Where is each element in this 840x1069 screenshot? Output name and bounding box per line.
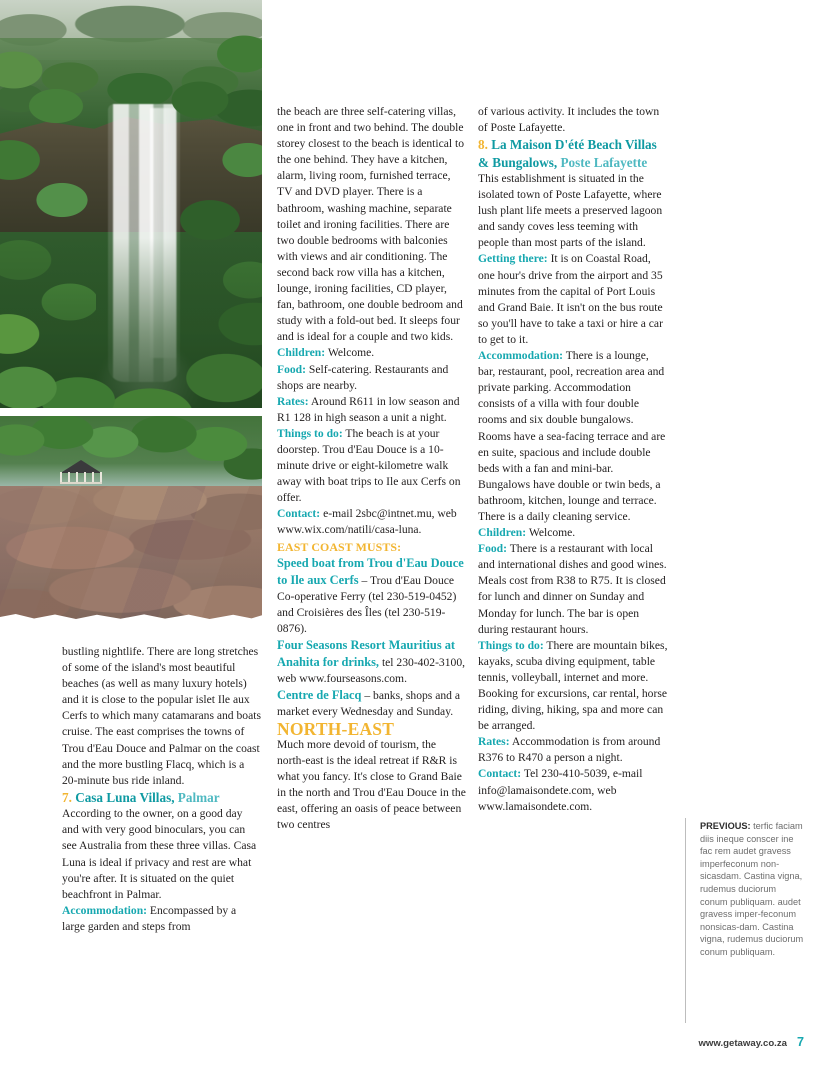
photo-stack — [0, 0, 262, 623]
right-column — [478, 104, 668, 815]
previous-caption-label: PREVIOUS: — [700, 821, 751, 831]
east-coast-musts-kicker: EAST COAST MUSTS: — [277, 539, 402, 554]
detail-item — [478, 541, 668, 638]
must-title: Four Seasons Resort Mauritius at Anahita for drinks, — [277, 638, 456, 670]
detail-label: Accommodation: — [478, 349, 564, 363]
must-item — [277, 555, 467, 637]
detail-text: There is a lounge, bar, restaurant, pool, recreation area and private parking. Accommodation consists of a villa with four double rooms and six double bungalows. Rooms have a sea-facing terrace and are en suite, spacious and include double beds with a fan and mini-bar. Bungalows have double or twin beds, a bathroom, kitchen, lounge and terrace. There is a daily cleaning service. — [478, 349, 666, 523]
left-continued-paragraph: bustling nightlife. There are long stretches of some of the island's most beautiful beaches (as well as many luxury hotels) and it is close to the popular islet Ile aux Cerfs to which many catamarans and boats cruise. The east comprises the towns of Trou d'Eau Douce and Palmar on the coast and the more bustling Flacq, which is a 20-minute bus ride inland. — [62, 645, 261, 787]
detail-label: Getting there: — [478, 252, 548, 266]
detail-item — [478, 766, 668, 814]
detail-label: Things to do: — [478, 638, 544, 652]
detail-text: e-mail 2sbc@intnet.mu, web www.wix.com/natili/casa-luna. — [277, 507, 457, 537]
coloured-earths-photo — [0, 416, 262, 623]
detail-item — [277, 506, 467, 538]
must-item — [277, 637, 467, 687]
detail-text: There are mountain bikes, kayaks, scuba diving equipment, table tennis, volleyball, internet and more. Booking for excursions, car rental, horse riding, diving, hiking, spa and more can be arranged. — [478, 638, 668, 733]
entry-8-heading — [478, 136, 668, 171]
detail-item — [478, 251, 668, 348]
entry-8-place: Poste Lafayette — [560, 154, 648, 170]
right-continued-paragraph: of various activity. It includes the town of Poste Lafayette. — [478, 105, 660, 135]
entry-7-accommodation — [62, 903, 262, 935]
detail-text: Tel 230-410-5039, e-mail info@lamaisondete.com, web www.lamaisondete.com. — [478, 767, 643, 813]
detail-label: Rates: — [478, 735, 510, 749]
page-number: 7 — [796, 1035, 804, 1049]
detail-text: Around R611 in low season and R1 128 in high season a unit a night. — [277, 394, 460, 424]
detail-item — [277, 362, 467, 394]
gazebo — [54, 460, 108, 486]
must-text: – banks, shops and a market every Wednesday and Sunday. — [277, 689, 460, 719]
detail-label: Contact: — [277, 507, 321, 521]
detail-item — [478, 734, 668, 766]
previous-caption — [700, 820, 804, 959]
entry-7-body: According to the owner, on a good day and with very good binoculars, you can see Australia from these three villas. Casa Luna is ideal if privacy and rest are what you're after. It is situated on the quiet beachfront in Palmar. — [62, 807, 257, 901]
footer-website[interactable]: www.getaway.co.za — [698, 1038, 787, 1049]
entry-8-title: La Maison D'été Beach Villas & Bungalows, — [478, 137, 657, 170]
waterfall-photo — [0, 0, 262, 408]
detail-item — [277, 345, 467, 361]
detail-label: Children: — [277, 346, 326, 360]
detail-text: It is on Coastal Road, one hour's drive from the airport and 35 minutes from the capital of Port Louis and Grand Baie. It isn't on the bus route so you'll have to take a taxi or hire a car to get to it. — [478, 252, 663, 346]
entry-7-number: 7. — [62, 789, 72, 805]
detail-label: Rates: — [277, 394, 309, 408]
middle-continued-paragraph: the beach are three self-catering villas, one in front and two behind. The double storey closest to the beach is identical to the one behind. They have a kitchen, alarm, living room, furnished terrace, TV and DVD player. There is a bathroom, washing machine, separate toilet and ironing facilities. There are two double bedrooms with balconies with views and air conditioning. The second back row villa has a kitchen, lounge, ironing facilities, CD player, fan, bathroom, one double bedroom and study with a fold-out bed. It sleeps four and is ideal for a couple and two kids. — [277, 105, 465, 344]
left-column — [62, 644, 262, 935]
gazebo-posts — [60, 472, 102, 484]
must-title: Centre de Flacq — [277, 688, 362, 703]
detail-text: Welcome. — [327, 346, 375, 360]
middle-column — [277, 104, 467, 833]
detail-label: Food: — [277, 362, 306, 376]
entry-8-number: 8. — [478, 137, 488, 153]
previous-caption-text: terfic faciam diis ineque conscer ine fac rem audet gravess imperfeconum non-sicasdam. Castina vigna, rudemus duciorum conum publiquam. audet gravess imper-feconum nonsicas-dam. Castina vigna, rudemus duciorum conum publiquam. — [700, 821, 804, 957]
waterfall-foreground-canopy — [0, 238, 262, 408]
detail-text: Welcome. — [528, 526, 576, 540]
detail-label: Food: — [478, 542, 507, 556]
north-east-heading: NORTH-EAST — [277, 718, 395, 739]
entry-7-place: Palmar — [177, 789, 220, 805]
entry-8-body: This establishment is situated in the isolated town of Poste Lafayette, where lush plant life meets a preserved lagoon and sandy coves less teeming with people than most parts of the island. — [478, 172, 663, 250]
must-text: tel 230-402-3100, web www.fourseasons.com. — [277, 656, 466, 686]
page-footer — [698, 1035, 804, 1049]
detail-text: The beach is at your doorstep. Trou d'Eau Douce is a 10-minute drive or eight-kilometre walk away with boat trips to Ile aux Cerfs on offer. — [277, 426, 461, 505]
north-east-body: Much more devoid of tourism, the north-east is the ideal retreat if R&R is what you fancy. It's close to Grand Baie in the north and Trou d'Eau Douce in the east, offering an oasis of peace between two centres — [277, 737, 466, 832]
detail-label: Things to do: — [277, 426, 343, 440]
entry-7-heading — [62, 789, 262, 806]
detail-item — [478, 525, 668, 541]
earths-colour-bands — [0, 486, 262, 623]
must-title: Speed boat from Trou d'Eau Douce to Ile aux Cerfs — [277, 555, 464, 587]
detail-label: Contact: — [478, 767, 522, 781]
detail-item — [478, 348, 668, 525]
accommodation-text: Encompassed by a large garden and steps from — [62, 903, 237, 933]
detail-item — [277, 394, 467, 426]
sidebar-divider-rule — [685, 818, 686, 1023]
detail-text: Accommodation is from around R376 to R470 a person a night. — [478, 735, 661, 765]
detail-item — [277, 426, 467, 506]
must-text: – Trou d'Eau Douce Co-operative Ferry (tel 230-519-0452) and Croisières des Îles (tel 230-519-0876). — [277, 573, 457, 635]
detail-text: Self-catering. Restaurants and shops are nearby. — [277, 362, 449, 392]
must-item — [277, 687, 467, 720]
entry-7-title: Casa Luna Villas, — [75, 789, 175, 805]
detail-item — [478, 638, 668, 735]
detail-text: There is a restaurant with local and international dishes and good wines. Meals cost from R38 to R75. It is closed for lunch and dinner on Sunday and Monday for lunch. The bar is open during restaurant hours. — [478, 542, 667, 636]
accommodation-label: Accommodation: — [62, 903, 148, 917]
detail-label: Children: — [478, 526, 527, 540]
